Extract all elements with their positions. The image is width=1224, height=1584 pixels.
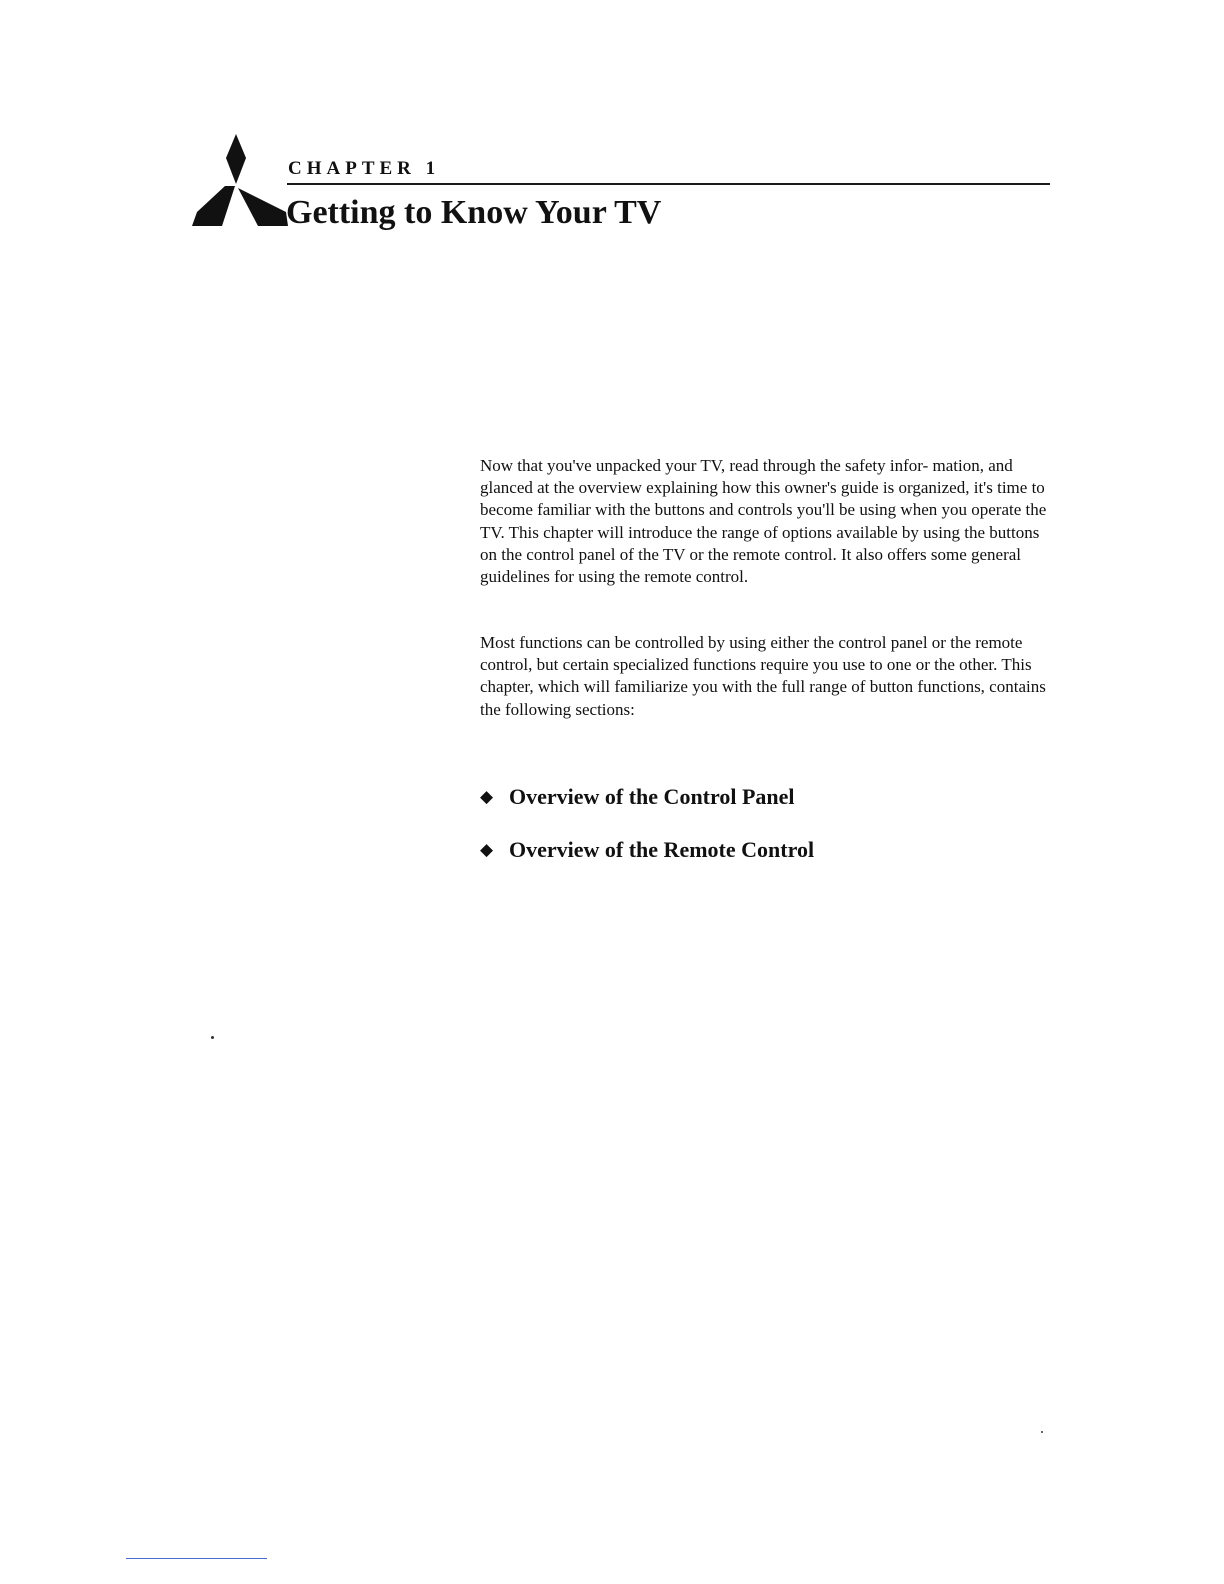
- section-item-label: Overview of the Remote Control: [509, 837, 815, 862]
- section-item-control-panel: [480, 783, 795, 811]
- section-item-label: Overview of the Control Panel: [509, 784, 795, 809]
- section-item-remote-control: [480, 836, 814, 864]
- intro-paragraph: Now that you've unpacked your TV, read through the safety infor- mation, and glanced at the overview explaining how this owner's guide is organized, it's time to become familiar with the buttons and controls you'll be using when you operate the TV. This chapter will introduce the range of options available by using the buttons on the control panel of the TV or the remote control. It also offers some general guidelines for using the remote control.: [480, 456, 1047, 587]
- scan-speck: [1041, 1431, 1043, 1433]
- chapter-rule: [287, 183, 1050, 185]
- diamond-bullet-icon: ◆: [480, 787, 494, 806]
- chapter-label: CHAPTER 1: [288, 158, 441, 179]
- three-diamond-logo-icon: [192, 132, 288, 226]
- footer-rule: [126, 1558, 267, 1559]
- chapter-title: Getting to Know Your TV: [286, 194, 662, 231]
- diamond-bullet-icon: ◆: [480, 840, 494, 859]
- sections-intro-paragraph: Most functions can be controlled by using either the control panel or the remote control, but certain specialized functions require you use to one or the other. This chapter, which will familiarize you with the full range of button functions, contains the following sections:: [480, 633, 1046, 719]
- scan-speck: [211, 1036, 214, 1039]
